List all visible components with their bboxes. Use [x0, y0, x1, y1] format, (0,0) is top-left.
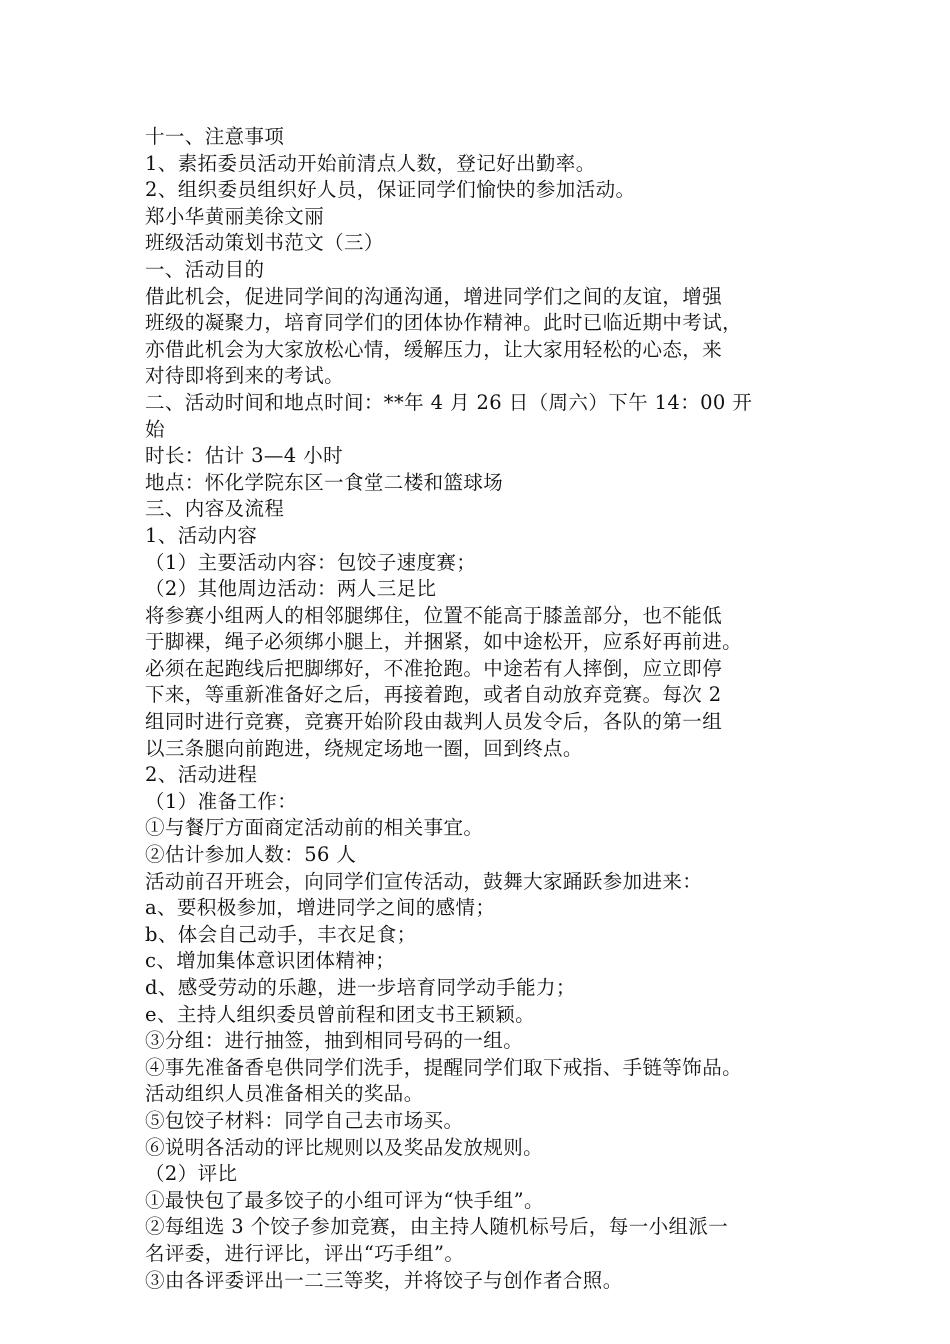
text-line: 地点：怀化学院东区一食堂二楼和篮球场 [145, 470, 504, 494]
list-item: ③分组：进行抽签，抽到相同号码的一组。 [145, 1029, 524, 1053]
list-item: a、要积极参加，增进同学之间的感情； [145, 896, 496, 920]
section-heading-time-place: 二、活动时间和地点时间：**年 4 月 26 日（周六）下午 14：00 开 [145, 390, 753, 414]
list-item: ③由各评委评出一二三等奖，并将饺子与创作者合照。 [145, 1268, 623, 1292]
list-item: d、感受劳动的乐趣，进一步培育同学动手能力； [145, 976, 576, 999]
list-item: c、增加集体意识团体精神； [145, 949, 396, 973]
text-line: 时长：估计 3—4 小时 [145, 444, 344, 468]
text-line: 下来，等重新准备好之后，再接着跑，或者自动放弃竞赛。每次 2 [145, 683, 722, 707]
list-item: ⑥说明各活动的评比规则以及奖品发放规则。 [145, 1135, 544, 1159]
text-line: 借此机会，促进同学间的沟通沟通，增进同学们之间的友谊，增强 [145, 284, 723, 308]
text-line: 始 [145, 417, 165, 441]
text-line: 组同时进行竞赛，竞赛开始阶段由裁判人员发令后，各队的第一组 [145, 710, 723, 734]
text-line: 名评委，进行评比，评出“巧手组”。 [145, 1241, 465, 1265]
section-heading-notes: 十一、注意事项 [145, 125, 285, 148]
text-line: （2）其他周边活动：两人三足比 [145, 577, 437, 601]
text-line: 必须在起跑线后把脚绑好，不准抢跑。中途若有人摔倒，应立即停 [145, 656, 723, 680]
author-names: 郑小华黄丽美徐文丽 [145, 204, 325, 228]
text-line: 2、组织委员组织好人员，保证同学们愉快的参加活动。 [145, 178, 636, 202]
text-line: 1、素拓委员活动开始前清点人数，登记好出勤率。 [145, 151, 596, 175]
list-item: e、主持人组织委员曾前程和团支书王颖颖。 [145, 1002, 536, 1026]
text-line: 将参赛小组两人的相邻腿绑住，位置不能高于膝盖部分，也不能低 [145, 603, 723, 627]
list-item: ④事先准备香皂供同学们洗手，提醒同学们取下戒指、手链等饰品。 [145, 1055, 743, 1079]
section-heading-content: 三、内容及流程 [145, 497, 285, 521]
list-item: ②每组选 3 个饺子参加竞赛，由主持人随机标号后，每一小组派一 [145, 1215, 729, 1239]
subsection-heading: 2、活动进程 [145, 763, 258, 787]
list-item: ②估计参加人数：56 人 [145, 843, 357, 867]
text-line: 以三条腿向前跑进，绕规定场地一圈，回到终点。 [145, 736, 583, 760]
text-line: 活动前召开班会，向同学们宣传活动，鼓舞大家踊跃参加进来： [145, 869, 703, 893]
text-line: 活动组织人员准备相关的奖品。 [145, 1082, 424, 1106]
list-item: ①与餐厅方面商定活动前的相关事宜。 [145, 816, 484, 840]
document-title: 班级活动策划书范文（三） [145, 231, 384, 255]
text-line: 于脚裸，绳子必须绑小腿上，并捆紧，如中途松开，应系好再前进。 [145, 630, 743, 654]
text-line: 班级的凝聚力，培育同学们的团体协作精神。此时已临近期中考试， [145, 311, 743, 335]
list-item: ①最快包了最多饺子的小组可评为“快手组”。 [145, 1188, 544, 1212]
text-line: 对待即将到来的考试。 [145, 364, 345, 388]
subsection-heading: 1、活动内容 [145, 523, 258, 547]
text-line: 亦借此机会为大家放松心情，缓解压力，让大家用轻松的心态，来 [145, 337, 723, 361]
text-line: （1）准备工作： [145, 789, 298, 813]
section-heading-purpose: 一、活动目的 [145, 257, 265, 281]
list-item: b、体会自己动手，丰衣足食； [145, 922, 417, 946]
text-line: （2）评比 [145, 1162, 238, 1186]
list-item: ⑤包饺子材料：同学自己去市场买。 [145, 1108, 464, 1132]
text-line: （1）主要活动内容：包饺子速度赛； [145, 550, 477, 574]
document-body [145, 124, 810, 1294]
